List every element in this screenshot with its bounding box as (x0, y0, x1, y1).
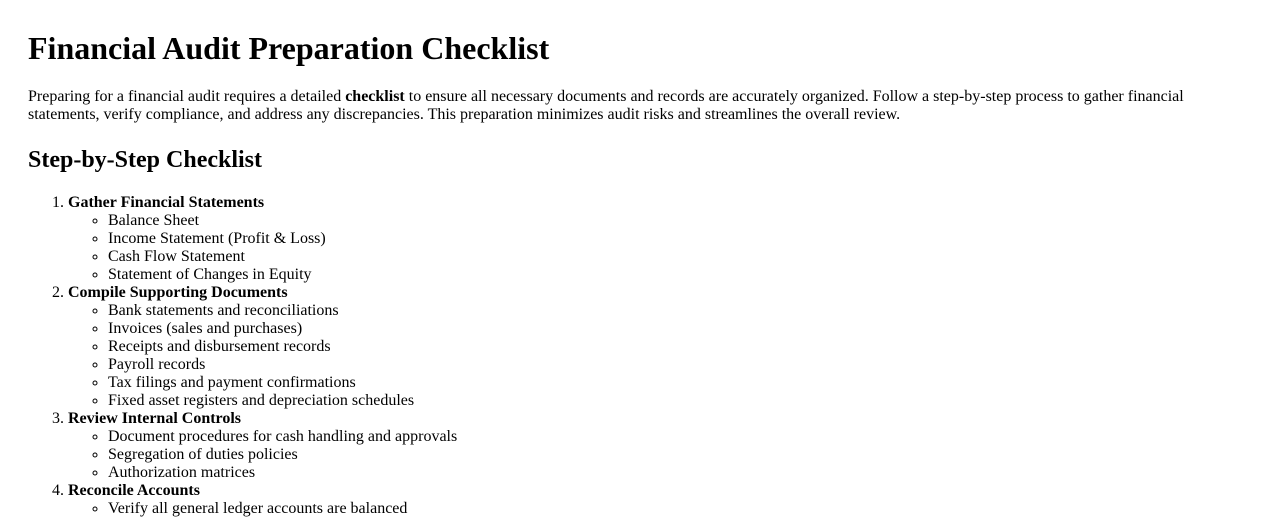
list-item: ◦ Balance Sheet (108, 212, 1250, 230)
list-item: ◦ Payroll records (108, 356, 1250, 374)
list-item: ◦ Tax filings and payment confirmations (108, 374, 1250, 392)
list-item: ◦ Fixed asset registers and depreciation schedules (108, 392, 1250, 410)
step-title: Compile Supporting Documents (68, 284, 288, 301)
intro-text-after: to ensure all necessary documents and records are accurately organized. Follow a step-by-step process to gather financial statements, verify compliance, and address any discrepancies. This preparation minimizes audit risks and streamlines the overall review. (28, 88, 1184, 123)
step-items (68, 500, 1250, 518)
checklist-steps (28, 194, 1250, 518)
step-items (68, 212, 1250, 284)
list-item: ◦ Document procedures for cash handling and approvals (108, 428, 1250, 446)
intro-text-bold: checklist (345, 88, 405, 105)
list-item: ◦ Cash Flow Statement (108, 248, 1250, 266)
list-item: ◦ Receipts and disbursement records (108, 338, 1250, 356)
step-title: Reconcile Accounts (68, 482, 200, 499)
list-item: ◦ Income Statement (Profit & Loss) (108, 230, 1250, 248)
list-item: ◦ Authorization matrices (108, 464, 1250, 482)
step-items (68, 428, 1250, 482)
list-item: ◦ Bank statements and reconciliations (108, 302, 1250, 320)
intro-text-before: Preparing for a financial audit requires a detailed (28, 88, 346, 105)
step-title: Review Internal Controls (68, 410, 242, 427)
list-item: ◦ Statement of Changes in Equity (108, 266, 1250, 284)
step-items (68, 302, 1250, 410)
checklist-step (68, 194, 1250, 284)
step-title: Gather Financial Statements (68, 194, 265, 211)
intro-paragraph (28, 88, 1250, 124)
section-heading: Step-by-Step Checklist (28, 147, 263, 173)
checklist-step (68, 410, 1250, 482)
page-title: Financial Audit Preparation Checklist (28, 30, 550, 66)
list-item: ◦ Invoices (sales and purchases) (108, 320, 1250, 338)
list-item: ◦ Segregation of duties policies (108, 446, 1250, 464)
checklist-step (68, 284, 1250, 410)
list-item: ◦ Verify all general ledger accounts are balanced (108, 500, 1250, 518)
checklist-step (68, 482, 1250, 518)
